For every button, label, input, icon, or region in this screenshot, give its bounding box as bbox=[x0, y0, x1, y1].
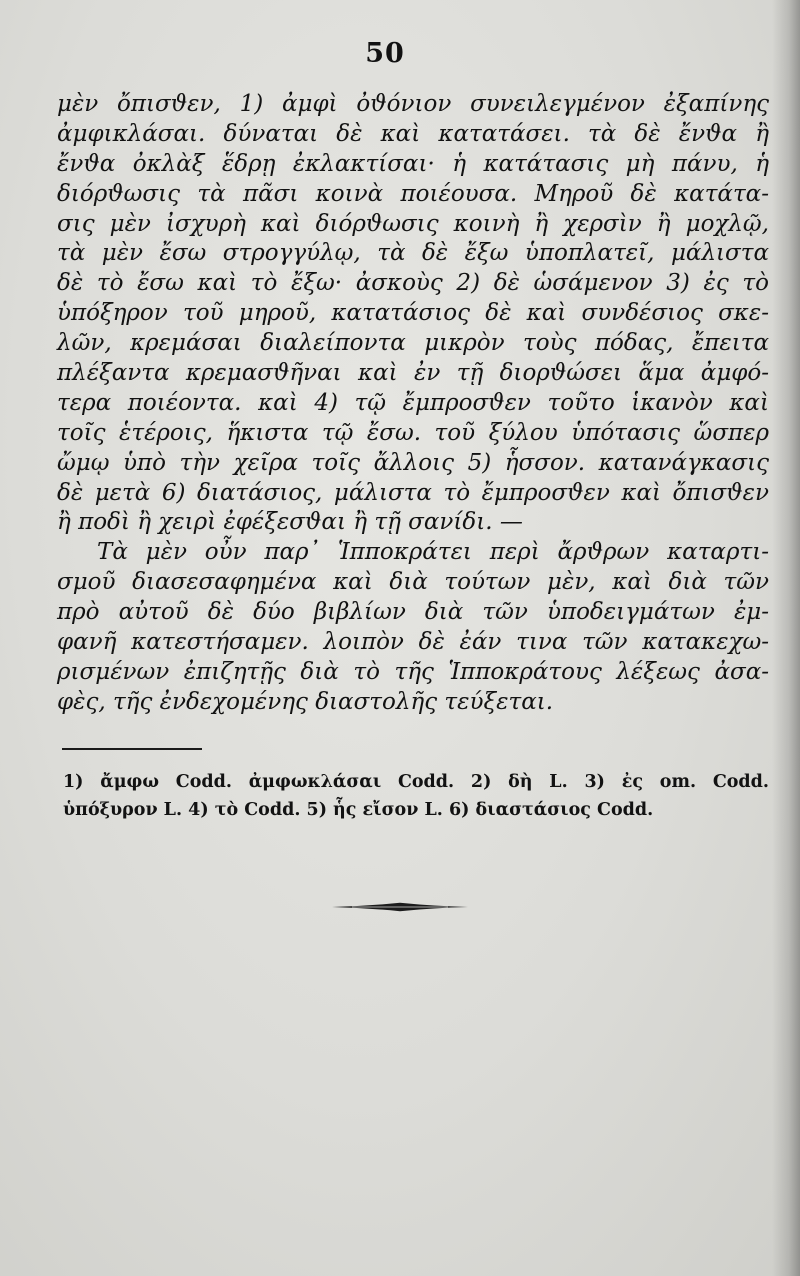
text-line: πλέξαντα κρεμασϑῆναι καὶ ἐν τῇ διορϑώσει ἅμα ἀμφό- bbox=[57, 360, 769, 387]
text-line: διόρϑωσις τὰ πᾶσι κοινὰ ποιέουσα. Μηροῦ δὲ κατάτα- bbox=[57, 180, 769, 207]
text-line: ἀμφικλάσαι. δύναται δὲ καὶ κατατάσει. τὰ δὲ ἔνϑα ἢ bbox=[57, 120, 769, 147]
paragraph-start-line: Τὰ μὲν οὖν παρ᾽ Ἱπποκράτει περὶ ἄρϑρων καταρτι- bbox=[97, 539, 769, 566]
text-line: σμοῦ διασεσαφημένα καὶ διὰ τούτων μὲν, καὶ διὰ τῶν bbox=[57, 569, 769, 596]
text-line: σις μὲν ἰσχυρὴ καὶ διόρϑωσις κοινὴ ἢ χερσὶν ἢ μοχλῷ, bbox=[57, 210, 769, 237]
footnote-line: ὑπόξυρον L. 4) τὸ Codd. 5) ἧς εἴσον L. 6) διαστάσιος Codd. bbox=[63, 800, 654, 820]
text-line: δὲ τὸ ἔσω καὶ τὸ ἔξω· ἀσκοὺς 2) δὲ ὡσάμενον 3) ἐς τὸ bbox=[57, 270, 769, 297]
footnote-separator-rule bbox=[62, 748, 202, 750]
footnotes-block bbox=[63, 768, 769, 824]
text-line: φανῆ κατεστήσαμεν. λοιπὸν δὲ ἐάν τινα τῶν κατακεχω- bbox=[57, 629, 769, 656]
page-number: 50 bbox=[365, 38, 405, 69]
text-line: δὲ μετὰ 6) διατάσιος, μάλιστα τὸ ἔμπροσϑεν καὶ ὄπισϑεν bbox=[57, 479, 769, 506]
text-line: μὲν ὄπισϑεν, 1) ἀμφὶ ὀϑόνιον συνειλεγμένον ἐξαπίνης bbox=[57, 91, 769, 117]
main-text-block bbox=[57, 90, 769, 718]
footnote-line: 1) ἄμφω Codd. ἀμφωκλάσαι Codd. 2) δὴ L. 3) ἐς om. Codd. bbox=[63, 772, 769, 792]
text-line: ὤμῳ ὑπὸ τὴν χεῖρα τοῖς ἄλλοις 5) ἧσσον. κατανάγκασις bbox=[57, 449, 769, 476]
paragraph-end-line: ἢ ποδὶ ἢ χειρὶ ἐφέξεσϑαι ἢ τῇ σανίδι. — bbox=[57, 509, 523, 536]
text-line: ἔνϑα ὀκλὰξ ἕδρῃ ἐκλακτίσαι· ἡ κατάτασις μὴ πάνυ, ἡ bbox=[57, 150, 769, 177]
text-line: τὰ μὲν ἔσω στρογγύλῳ, τὰ δὲ ἔξω ὑποπλατεῖ, μάλιστα bbox=[57, 240, 769, 267]
text-line: ὑπόξηρον τοῦ μηροῦ, κατατάσιος δὲ καὶ συνδέσιος σκε- bbox=[57, 300, 769, 327]
text-line: τοῖς ἑτέροις, ἥκιστα τῷ ἔσω. τοῦ ξύλου ὑπότασις ὥσπερ bbox=[57, 419, 769, 446]
paragraph-end-line: φὲς, τῆς ἐνδεχομένης διαστολῆς τεύξεται. bbox=[57, 688, 554, 715]
text-line: τερα ποιέοντα. καὶ 4) τῷ ἔμπροσϑεν τοῦτο ἱκανὸν καὶ bbox=[57, 389, 769, 416]
text-line: ρισμένων ἐπιζητῇς διὰ τὸ τῆς Ἱπποκράτους λέξεως ἀσα- bbox=[57, 658, 769, 685]
text-line: πρὸ αὐτοῦ δὲ δύο βιβλίων διὰ τῶν ὑποδειγμάτων ἐμ- bbox=[57, 599, 769, 626]
page-edge-shadow bbox=[772, 0, 800, 1276]
text-line: λῶν, κρεμάσαι διαλείποντα μικρὸν τοὺς πόδας, ἔπειτα bbox=[57, 330, 769, 357]
tailpiece-ornament bbox=[332, 901, 468, 913]
